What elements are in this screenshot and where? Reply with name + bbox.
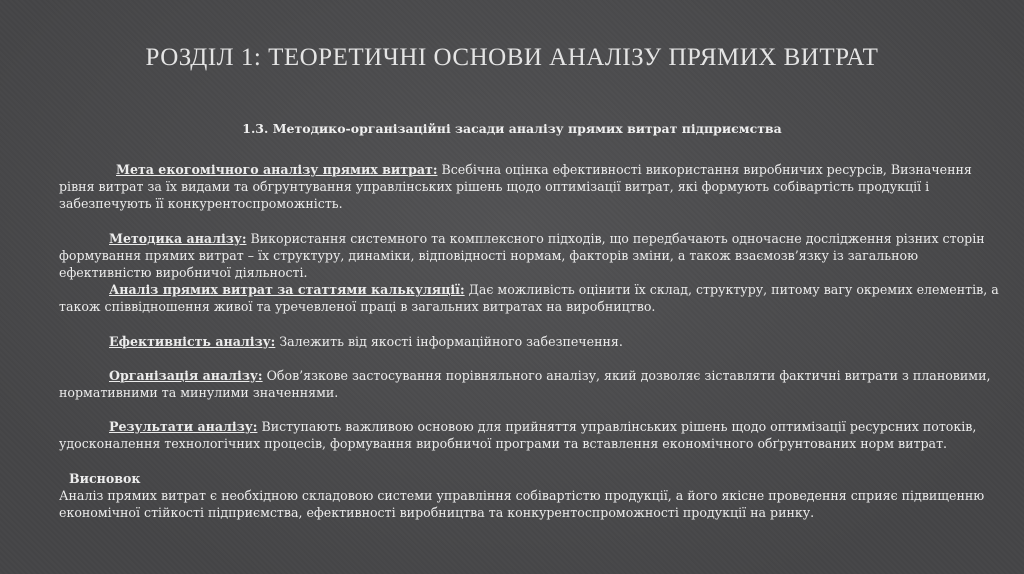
organization-label: Організація аналізу: — [109, 367, 263, 383]
method-text: Використання системного та комплексного підходів, що передбачають одночасне дослідження різних сторін формування прямих витрат – їх структуру, динаміки, відповідності нормам, факторів зміни, а також взаємозв’язку із загальною ефективністю виробничої діяльності. — [59, 230, 985, 281]
organization-paragraph — [59, 367, 1004, 401]
slide-body — [59, 161, 1004, 521]
efficiency-label: Ефективність аналізу: — [109, 333, 276, 349]
method-label: Методика аналізу: — [109, 230, 247, 246]
goal-paragraph — [59, 161, 1004, 213]
method-paragraph — [59, 230, 1004, 282]
slide-subtitle: 1.3. Методико-організаційні засади аналізу прямих витрат підприємства — [242, 121, 782, 136]
calculation-paragraph — [59, 281, 1004, 315]
goal-label: Мета екогомічного аналізу прямих витрат: — [116, 162, 438, 177]
conclusion-heading: Висновок — [69, 470, 141, 486]
calculation-label: Аналіз прямих витрат за статтями калькуляції: — [109, 282, 465, 298]
goal-text: Всебічна оцінка ефективності використання виробничих ресурсів, Визначення рівня витрат за їх видами та обгрунтування управлінських рішень щодо оптимізації витрат, які формують собівартість продукції і забезпечують її конкурентоспроможність. — [59, 162, 972, 212]
calculation-text: Дає можливість оцінити їх склад, структуру, питому вагу окремих елементів, а також співвідношення живої та уречевленої праці в загальних витратах на виробництво. — [59, 282, 999, 315]
results-label: Результати аналізу: — [109, 419, 258, 435]
organization-text: Обов’язкове застосування порівняльного аналізу, який дозволяє зіставляти фактичні витрати з плановими, нормативними та минулими значеннями. — [59, 367, 991, 401]
efficiency-paragraph — [59, 333, 1004, 350]
efficiency-text: Залежить від якості інформаційного забезпечення. — [275, 333, 623, 349]
results-paragraph — [59, 418, 1004, 452]
slide-title: РОЗДІЛ 1: ТЕОРЕТИЧНІ ОСНОВИ АНАЛІЗУ ПРЯМИХ ВИТРАТ — [145, 44, 879, 71]
results-text: Виступають важливою основою для прийняття управлінських рішень щодо оптимізації ресурсних потоків, удосконалення технологічних процесів, формування виробничої програми та вставлення економічного обґрунтованих норм витрат. — [59, 419, 977, 452]
conclusion-text: Аналіз прямих витрат є необхідною складовою системи управління собівартістю продукції, а його якісне проведення сприяє підвищенню економічної стійкості підприємства, ефективності виробництва та конкурентоспроможності продукції на ринку. — [59, 487, 985, 521]
